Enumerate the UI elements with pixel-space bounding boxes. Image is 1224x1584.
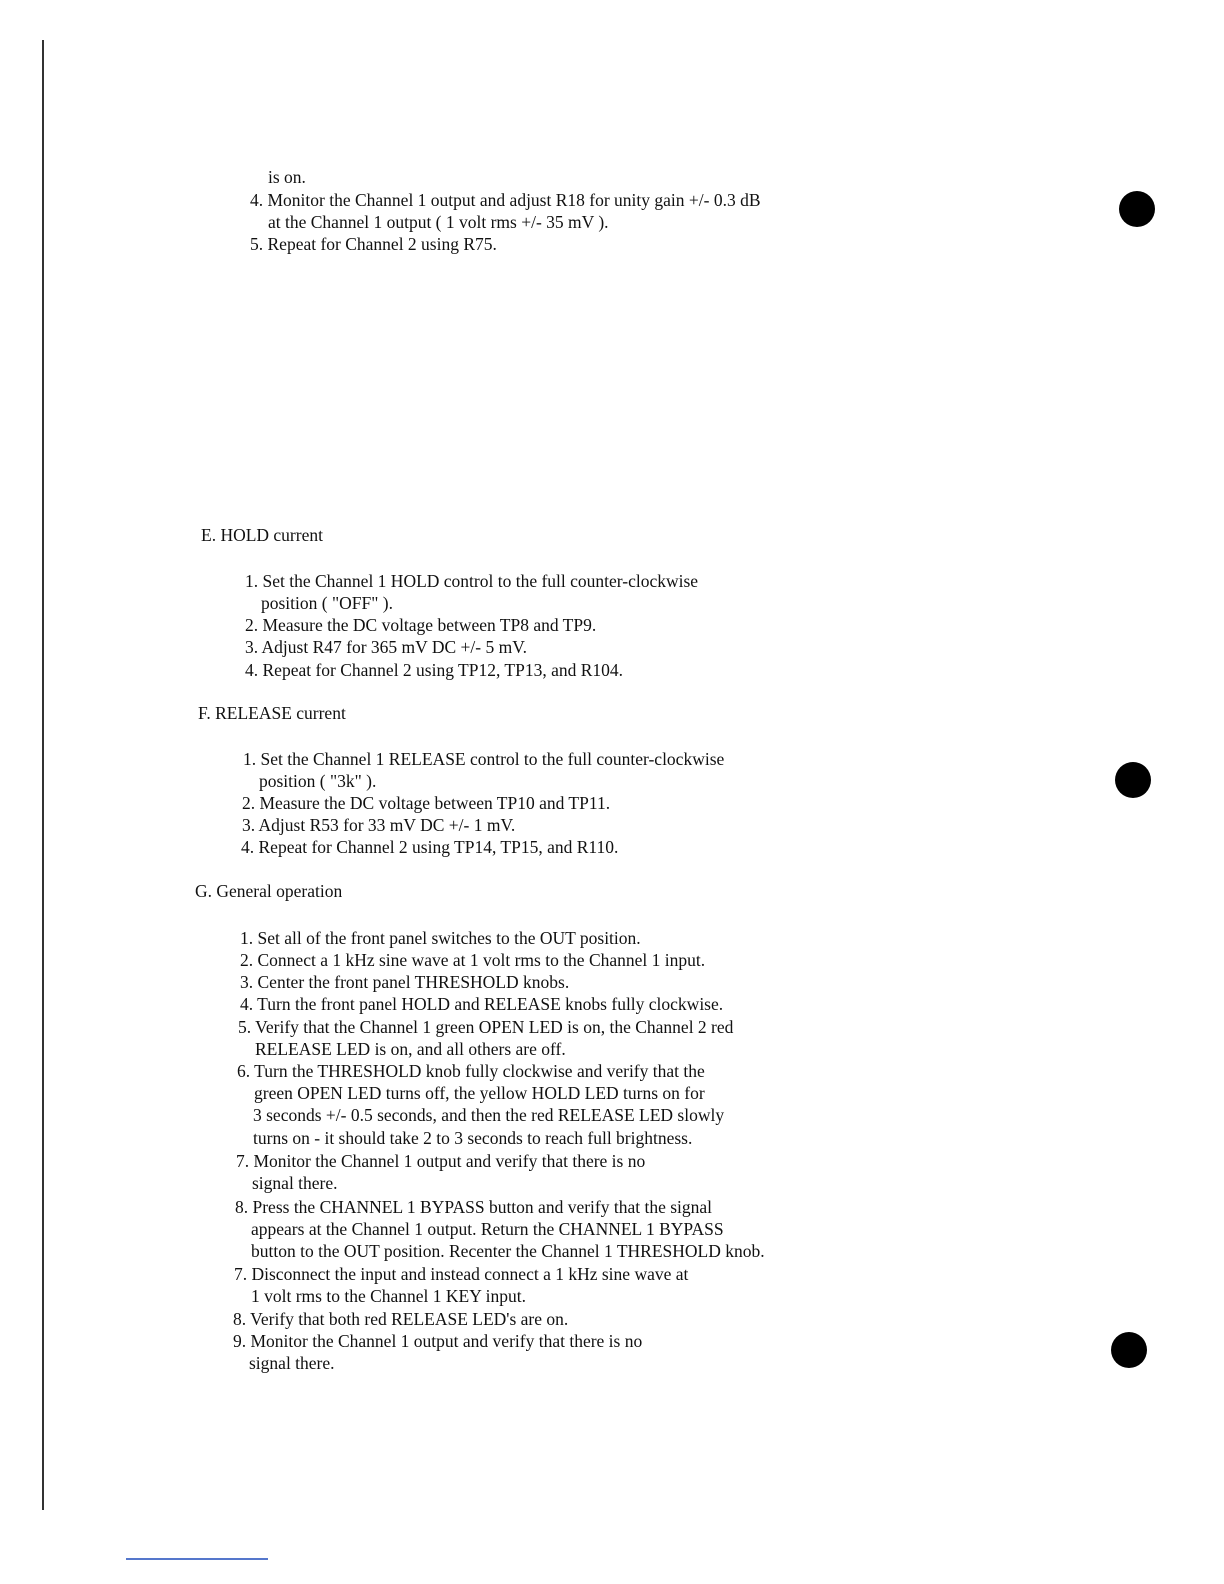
- text-line: 4. Monitor the Channel 1 output and adjust R18 for unity gain +/- 0.3 dB: [250, 190, 761, 210]
- text-line: signal there.: [249, 1353, 335, 1373]
- text-line: RELEASE LED is on, and all others are off.: [255, 1039, 566, 1059]
- text-line: 2. Measure the DC voltage between TP8 and TP9.: [245, 615, 597, 635]
- text-line: 2. Measure the DC voltage between TP10 and TP11.: [242, 793, 611, 813]
- margin-rule: [42, 40, 44, 1510]
- text-line: 3. Center the front panel THRESHOLD knobs.: [240, 972, 570, 992]
- text-line: 1. Set all of the front panel switches to the OUT position.: [240, 928, 641, 948]
- text-line: is on.: [268, 167, 306, 187]
- text-line: 3. Adjust R47 for 365 mV DC +/- 5 mV.: [245, 637, 527, 657]
- text-line: appears at the Channel 1 output. Return the CHANNEL 1 BYPASS: [251, 1219, 724, 1239]
- text-line: 8. Press the CHANNEL 1 BYPASS button and verify that the signal: [235, 1197, 713, 1217]
- text-line: 4. Repeat for Channel 2 using TP14, TP15, and R110.: [241, 837, 619, 857]
- text-line: 4. Repeat for Channel 2 using TP12, TP13, and R104.: [245, 660, 624, 680]
- text-line: 9. Monitor the Channel 1 output and verify that there is no: [233, 1331, 643, 1351]
- text-line: 6. Turn the THRESHOLD knob fully clockwise and verify that the: [237, 1061, 705, 1081]
- text-line: 3 seconds +/- 0.5 seconds, and then the red RELEASE LED slowly: [253, 1105, 725, 1125]
- text-line: position ( "OFF" ).: [261, 593, 393, 613]
- text-line: 2. Connect a 1 kHz sine wave at 1 volt rms to the Channel 1 input.: [240, 950, 706, 970]
- text-line: 7. Monitor the Channel 1 output and verify that there is no: [236, 1151, 646, 1171]
- punch-hole-bottom: [1111, 1332, 1147, 1368]
- text-line: 5. Verify that the Channel 1 green OPEN LED is on, the Channel 2 red: [238, 1017, 734, 1037]
- text-line: signal there.: [252, 1173, 338, 1193]
- text-line: at the Channel 1 output ( 1 volt rms +/- 35 mV ).: [268, 212, 609, 232]
- footer-rule: [126, 1558, 268, 1560]
- text-line: button to the OUT position. Recenter the Channel 1 THRESHOLD knob.: [251, 1241, 765, 1261]
- text-line: 7. Disconnect the input and instead connect a 1 kHz sine wave at: [234, 1264, 689, 1284]
- text-line: 1 volt rms to the Channel 1 KEY input.: [251, 1286, 526, 1306]
- text-line: green OPEN LED turns off, the yellow HOLD LED turns on for: [254, 1083, 705, 1103]
- text-line: 1. Set the Channel 1 RELEASE control to the full counter-clockwise: [243, 749, 725, 769]
- text-line: 1. Set the Channel 1 HOLD control to the full counter-clockwise: [245, 571, 699, 591]
- text-line: 8. Verify that both red RELEASE LED's are on.: [233, 1309, 569, 1329]
- text-line: turns on - it should take 2 to 3 seconds to reach full brightness.: [253, 1128, 693, 1148]
- section-heading-hold-current: E. HOLD current: [201, 525, 323, 545]
- text-line: position ( "3k" ).: [259, 771, 377, 791]
- section-heading-release-current: F. RELEASE current: [198, 703, 346, 723]
- text-line: 3. Adjust R53 for 33 mV DC +/- 1 mV.: [242, 815, 516, 835]
- punch-hole-top: [1119, 191, 1155, 227]
- text-line: 5. Repeat for Channel 2 using R75.: [250, 234, 497, 254]
- section-heading-general-operation: G. General operation: [195, 881, 343, 901]
- punch-hole-middle: [1115, 762, 1151, 798]
- text-line: 4. Turn the front panel HOLD and RELEASE knobs fully clockwise.: [240, 994, 724, 1014]
